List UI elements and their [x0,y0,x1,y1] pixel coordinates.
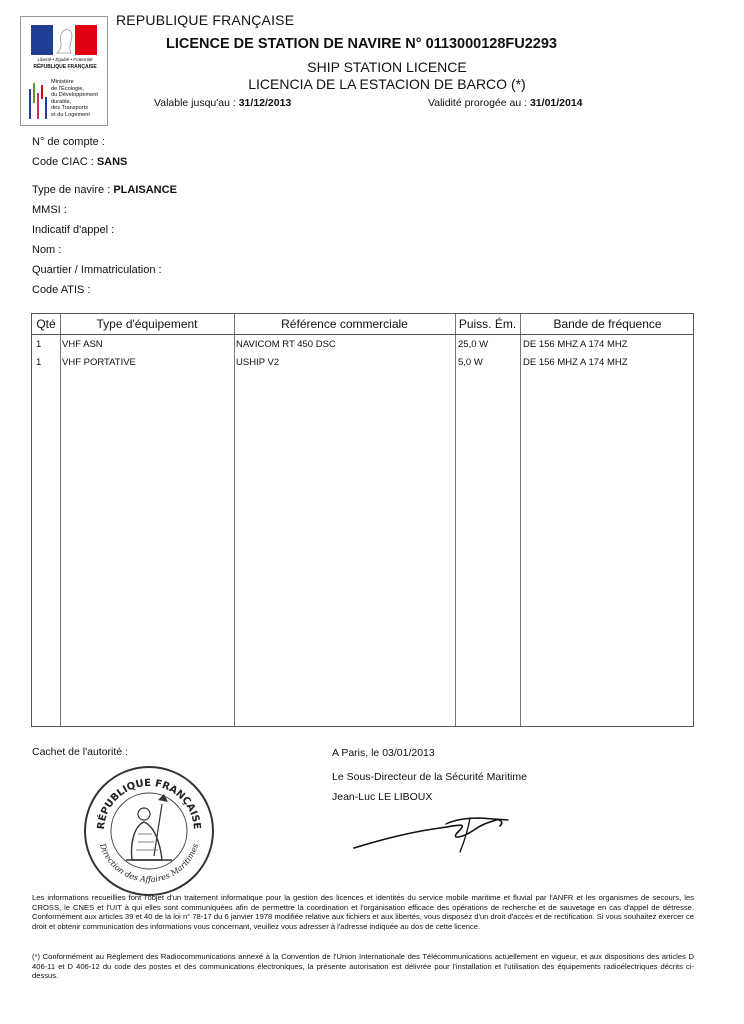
validity-extended: Validité prorogée au : 31/01/2014 [428,97,583,109]
cell-qty: 1 [36,339,42,350]
signature-place-date: A Paris, le 03/01/2013 [332,747,435,759]
cell-frequency-band: DE 156 MHZ A 174 MHZ [523,357,628,368]
cell-power: 5,0 W [458,357,483,368]
official-seal-icon [82,764,216,898]
svg-text:Direction des Affaires Maritim [98,841,201,884]
authority-stamp-label: Cachet de l'autorité : [32,746,128,758]
cell-commercial-reference: NAVICOM RT 450 DSC [236,339,336,350]
seal-top-text: RÉPUBLIQUE FRANÇAISE [95,777,203,830]
seal-bottom-text: Direction des Affaires Maritimes [97,842,201,885]
logo-republique: RÉPUBLIQUE FRANÇAISE [33,64,97,70]
marianne-flag-icon [31,25,97,55]
header-frequency-band: Bande de fréquence [553,317,662,331]
ship-name-field: Nom : [32,244,62,256]
header-qty: Qté [36,317,56,331]
signatory-role: Le Sous-Directeur de la Sécurité Maritime [332,771,527,783]
republique-heading: REPUBLIQUE FRANÇAISE [116,12,295,28]
regulation-notice: (*) Conformément au Règlement des Radiocommunications annexé à la Convention de l'Union Internationale des Télécommunications actuellement en vigueur, et aux dispositions des articles D 406-11 et D 406-12 du code des postes et des communications électroniques, la présente autorisation est délivrée pour l'installation et l'utilisation des équipements radioélectriques décrits ci-dessus. [32,952,694,981]
cell-power: 25,0 W [458,339,489,350]
ship-station-licence-en: SHIP STATION LICENCE [307,59,467,75]
logo-motto: Liberté • Égalité • Fraternité [37,57,93,62]
signatory-name: Jean-Luc LE LIBOUX [332,791,433,803]
account-number-field: N° de compte : [32,136,105,148]
ciac-code-field: Code CIAC : SANS [32,156,128,168]
cell-equipment-type: VHF PORTATIVE [62,357,136,368]
privacy-notice: Les informations recueillies font l'objet d'un traitement informatique pour la gestion des licences et identités du service mobile maritime et fluvial par l'ANFR et les organismes de secours, les CROSS, le CNES et l'UIT à qui elles sont communiquées afin de permettre la coordination et l'organisation efficace des opérations de recherche et de sauvetage en cas d'appel de détresse. Conformément aux articles 39 et 40 de la loi n° 78-17 du 6 janvier 1978 modifiée relative aux fichiers et aux libertés, vous disposez d'un droit d'accès et de rectification. Si vous souhaitez exercer ce droit et obtenir communication des informations vous concernant, veuillez vous adresser à l'adresse indiquée au dos de cette licence. [32,893,694,931]
valid-until: Valable jusqu'au : 31/12/2013 [154,97,292,109]
callsign-field: Indicatif d'appel : [32,224,115,236]
cell-equipment-type: VHF ASN [62,339,103,350]
ship-station-licence-es: LICENCIA DE LA ESTACION DE BARCO (*) [248,76,526,92]
licence-title: LICENCE DE STATION DE NAVIRE N° 0113000128FU2293 [166,36,557,52]
header-commercial-reference: Référence commerciale [281,317,408,331]
ship-type-field: Type de navire : PLAISANCE [32,184,177,196]
equipment-table [31,313,694,727]
quarter-registration-field: Quartier / Immatriculation : [32,264,162,276]
atis-code-field: Code ATIS : [32,284,91,296]
cell-commercial-reference: USHIP V2 [236,357,280,368]
cell-frequency-band: DE 156 MHZ A 174 MHZ [523,339,628,350]
mmsi-field: MMSI : [32,204,67,216]
header-equipment-type: Type d'équipement [96,317,198,331]
cell-qty: 1 [36,357,42,368]
handwritten-signature [350,808,520,858]
header-power: Puiss. Ém. [458,317,517,331]
ministry-text: Ministère de l'Écologie, du Développement durable, des Transports et du Logement [51,79,98,118]
